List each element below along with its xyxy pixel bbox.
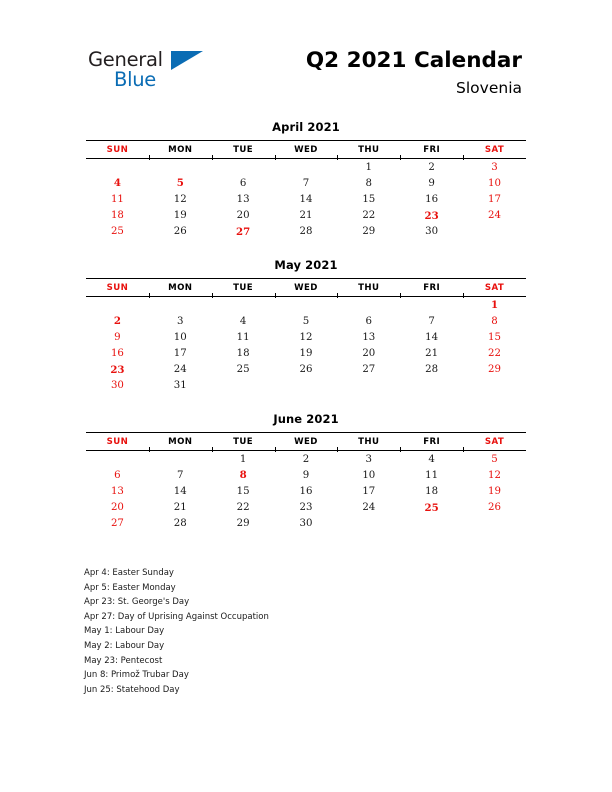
day-cell[interactable]: 10 bbox=[362, 469, 376, 481]
day-cell[interactable]: 10 bbox=[488, 177, 502, 189]
month-grid bbox=[86, 278, 526, 394]
day-cell[interactable]: 11 bbox=[236, 331, 250, 343]
holiday-item: May 2: Labour Day bbox=[84, 640, 165, 651]
day-cell[interactable]: 22 bbox=[362, 210, 376, 222]
week-row bbox=[86, 378, 526, 394]
day-cell[interactable]: 8 bbox=[365, 177, 373, 189]
day-cell[interactable]: 19 bbox=[173, 210, 187, 222]
day-cell[interactable]: 12 bbox=[488, 469, 502, 481]
day-cell[interactable]: 17 bbox=[173, 348, 187, 360]
day-cell-empty bbox=[463, 224, 526, 240]
day-cell[interactable]: 24 bbox=[488, 210, 502, 222]
week-row bbox=[86, 467, 526, 483]
day-cell[interactable]: 27 bbox=[110, 518, 124, 530]
day-cell[interactable]: 14 bbox=[173, 486, 187, 498]
day-cell[interactable]: 30 bbox=[425, 226, 439, 238]
day-cell[interactable]: 21 bbox=[173, 502, 187, 514]
holiday-item: Apr 23: St. George's Day bbox=[84, 597, 190, 608]
day-cell[interactable]: 29 bbox=[236, 518, 250, 530]
day-cell[interactable]: 6 bbox=[365, 315, 373, 327]
day-cell[interactable]: 13 bbox=[110, 486, 124, 498]
month-block bbox=[86, 412, 526, 532]
day-cell[interactable]: 6 bbox=[239, 177, 247, 189]
day-cell[interactable]: 9 bbox=[428, 177, 435, 189]
day-cell[interactable]: 17 bbox=[362, 486, 376, 498]
day-cell[interactable]: 23 bbox=[110, 363, 125, 376]
day-cell[interactable]: 24 bbox=[173, 364, 187, 376]
weekday-header-mon: MON bbox=[149, 141, 212, 159]
day-cell-empty bbox=[86, 159, 149, 176]
day-cell-empty bbox=[149, 296, 212, 313]
holiday-item: Apr 5: Easter Monday bbox=[84, 582, 176, 593]
day-cell[interactable]: 14 bbox=[425, 331, 439, 343]
day-cell[interactable]: 25 bbox=[424, 501, 439, 514]
week-row bbox=[86, 500, 526, 516]
day-cell[interactable]: 6 bbox=[114, 469, 121, 481]
holiday-list bbox=[84, 566, 524, 697]
month-title: June 2021 bbox=[273, 412, 339, 427]
day-cell[interactable]: 4 bbox=[239, 315, 247, 327]
day-cell[interactable]: 15 bbox=[236, 486, 250, 498]
day-cell[interactable]: 4 bbox=[428, 453, 435, 465]
page-header bbox=[0, 0, 612, 112]
weekday-header-sat: SAT bbox=[463, 433, 526, 451]
day-cell-empty bbox=[337, 516, 400, 532]
day-cell[interactable]: 16 bbox=[110, 348, 124, 360]
day-cell-empty bbox=[275, 159, 338, 176]
day-cell-empty bbox=[86, 296, 149, 313]
weekday-header-fri: FRI bbox=[400, 278, 463, 296]
day-cell[interactable]: 20 bbox=[236, 210, 250, 222]
general-blue-logo bbox=[88, 48, 208, 94]
day-cell[interactable]: 18 bbox=[236, 348, 250, 360]
calendar-months-container bbox=[86, 120, 526, 550]
week-row bbox=[86, 451, 526, 468]
day-cell[interactable]: 28 bbox=[299, 226, 313, 238]
month-title: April 2021 bbox=[272, 120, 340, 134]
day-cell[interactable]: 9 bbox=[114, 331, 121, 343]
day-cell-empty bbox=[400, 378, 463, 394]
day-cell[interactable]: 24 bbox=[362, 502, 376, 514]
day-cell[interactable]: 5 bbox=[302, 315, 310, 327]
day-cell[interactable]: 29 bbox=[488, 364, 502, 376]
day-cell[interactable]: 27 bbox=[362, 364, 376, 376]
day-cell-empty bbox=[400, 516, 463, 532]
holiday-item: Jun 25: Statehood Day bbox=[84, 684, 180, 695]
weekday-header-row bbox=[86, 141, 526, 159]
day-cell-empty bbox=[212, 378, 275, 394]
week-row bbox=[86, 329, 526, 345]
day-cell[interactable]: 2 bbox=[302, 453, 310, 465]
day-cell[interactable]: 30 bbox=[299, 518, 313, 530]
logo-word-general: General bbox=[88, 48, 163, 71]
day-cell[interactable]: 15 bbox=[362, 193, 376, 205]
day-cell[interactable]: 7 bbox=[302, 177, 310, 189]
week-row bbox=[86, 175, 526, 191]
day-cell[interactable]: 2 bbox=[113, 315, 121, 328]
logo-word-blue: Blue bbox=[114, 68, 156, 91]
weekday-header-wed: WED bbox=[275, 433, 338, 451]
day-cell[interactable]: 18 bbox=[425, 486, 439, 498]
week-row bbox=[86, 483, 526, 499]
day-cell-empty bbox=[149, 451, 212, 468]
day-cell[interactable]: 11 bbox=[110, 193, 124, 205]
weekday-header-fri: FRI bbox=[400, 141, 463, 159]
day-cell-empty bbox=[275, 378, 338, 394]
day-cell[interactable]: 31 bbox=[173, 380, 187, 392]
day-cell[interactable]: 16 bbox=[299, 486, 313, 498]
day-cell-empty bbox=[463, 378, 526, 394]
weekday-header-thu: THU bbox=[337, 433, 400, 451]
day-cell[interactable]: 23 bbox=[299, 502, 313, 514]
page-title: Q2 2021 Calendar bbox=[305, 48, 522, 73]
day-cell[interactable]: 12 bbox=[299, 331, 313, 343]
day-cell[interactable]: 20 bbox=[362, 348, 376, 360]
weekday-header-thu: THU bbox=[337, 141, 400, 159]
day-cell[interactable]: 26 bbox=[488, 502, 502, 514]
day-cell[interactable]: 19 bbox=[299, 348, 313, 360]
weekday-header-sun: SUN bbox=[86, 433, 149, 451]
weekday-header-wed: WED bbox=[275, 278, 338, 296]
day-cell[interactable]: 11 bbox=[425, 469, 439, 481]
day-cell[interactable]: 3 bbox=[177, 315, 184, 327]
weekday-header-mon: MON bbox=[149, 433, 212, 451]
day-cell-empty bbox=[275, 296, 338, 313]
day-cell[interactable]: 8 bbox=[239, 469, 247, 482]
day-cell[interactable]: 2 bbox=[428, 161, 435, 173]
day-cell-empty bbox=[400, 296, 463, 313]
day-cell[interactable]: 10 bbox=[173, 331, 187, 343]
day-cell-empty bbox=[337, 296, 400, 313]
day-cell[interactable]: 1 bbox=[365, 161, 373, 173]
holiday-item: Jun 8: Primož Trubar Day bbox=[84, 670, 189, 681]
day-cell[interactable]: 5 bbox=[491, 453, 498, 465]
day-cell[interactable]: 28 bbox=[173, 518, 187, 530]
day-cell-empty bbox=[337, 378, 400, 394]
day-cell[interactable]: 27 bbox=[236, 225, 251, 238]
weekday-header-fri: FRI bbox=[400, 433, 463, 451]
holiday-item: May 23: Pentecost bbox=[84, 655, 163, 666]
week-row bbox=[86, 313, 526, 329]
day-cell[interactable]: 7 bbox=[177, 469, 184, 481]
day-cell-empty bbox=[212, 159, 275, 176]
weekday-header-wed: WED bbox=[275, 141, 338, 159]
day-cell[interactable]: 18 bbox=[110, 210, 124, 222]
day-cell[interactable]: 23 bbox=[424, 209, 439, 222]
day-cell[interactable]: 8 bbox=[491, 315, 498, 327]
weekday-header-thu: THU bbox=[337, 278, 400, 296]
week-row bbox=[86, 346, 526, 362]
day-cell[interactable]: 17 bbox=[488, 193, 502, 205]
weekday-header-tue: TUE bbox=[212, 278, 275, 296]
weekday-header-tue: TUE bbox=[212, 141, 275, 159]
month-block bbox=[86, 258, 526, 394]
day-cell[interactable]: 5 bbox=[176, 177, 184, 190]
day-cell-empty bbox=[463, 516, 526, 532]
day-cell-empty bbox=[212, 296, 275, 313]
title-block bbox=[306, 48, 522, 99]
day-cell[interactable]: 16 bbox=[425, 193, 439, 205]
day-cell[interactable]: 22 bbox=[488, 348, 502, 360]
weekday-header-sun: SUN bbox=[86, 141, 149, 159]
weekday-header-row bbox=[86, 278, 526, 296]
day-cell[interactable]: 25 bbox=[236, 364, 250, 376]
holiday-item: Apr 27: Day of Uprising Against Occupation bbox=[84, 611, 269, 622]
month-title: May 2021 bbox=[274, 257, 338, 272]
day-cell[interactable]: 26 bbox=[173, 226, 187, 238]
day-cell[interactable]: 12 bbox=[173, 193, 187, 205]
week-row bbox=[86, 296, 526, 313]
holiday-item: Apr 4: Easter Sunday bbox=[84, 568, 174, 578]
week-row bbox=[86, 362, 526, 378]
weekday-header-sat: SAT bbox=[463, 141, 526, 159]
page-subtitle-country: Slovenia bbox=[456, 79, 522, 97]
day-cell[interactable]: 3 bbox=[491, 161, 498, 173]
day-cell[interactable]: 4 bbox=[113, 177, 121, 190]
day-cell[interactable]: 9 bbox=[302, 469, 310, 481]
day-cell[interactable]: 3 bbox=[365, 453, 373, 465]
day-cell[interactable]: 20 bbox=[110, 502, 124, 514]
day-cell[interactable]: 19 bbox=[488, 486, 502, 498]
day-cell[interactable]: 21 bbox=[299, 210, 313, 222]
day-cell-empty bbox=[86, 451, 149, 468]
weekday-header-sun: SUN bbox=[86, 278, 149, 296]
day-cell-empty bbox=[149, 159, 212, 176]
day-cell[interactable]: 7 bbox=[428, 315, 435, 327]
week-row bbox=[86, 208, 526, 224]
week-row bbox=[86, 224, 526, 240]
day-cell[interactable]: 28 bbox=[425, 364, 439, 376]
day-cell[interactable]: 29 bbox=[362, 226, 376, 238]
month-block bbox=[86, 120, 526, 240]
day-cell[interactable]: 21 bbox=[425, 348, 439, 360]
weekday-header-mon: MON bbox=[149, 278, 212, 296]
blue-triangle-icon bbox=[171, 51, 203, 70]
week-row bbox=[86, 191, 526, 207]
week-row bbox=[86, 159, 526, 176]
week-row bbox=[86, 516, 526, 532]
day-cell[interactable]: 30 bbox=[110, 380, 124, 392]
day-cell[interactable]: 1 bbox=[239, 453, 247, 465]
weekday-header-sat: SAT bbox=[463, 278, 526, 296]
day-cell[interactable]: 13 bbox=[362, 331, 376, 343]
holiday-item: May 1: Labour Day bbox=[84, 626, 165, 637]
weekday-header-row bbox=[86, 433, 526, 451]
day-cell[interactable]: 25 bbox=[110, 226, 124, 238]
day-cell[interactable]: 22 bbox=[236, 502, 250, 514]
day-cell[interactable]: 1 bbox=[490, 299, 499, 312]
month-grid bbox=[86, 140, 526, 240]
day-cell[interactable]: 13 bbox=[236, 193, 250, 205]
day-cell[interactable]: 15 bbox=[488, 331, 502, 343]
weekday-header-tue: TUE bbox=[212, 433, 275, 451]
month-grid bbox=[86, 432, 526, 532]
day-cell[interactable]: 26 bbox=[299, 364, 313, 376]
day-cell[interactable]: 14 bbox=[299, 193, 313, 205]
